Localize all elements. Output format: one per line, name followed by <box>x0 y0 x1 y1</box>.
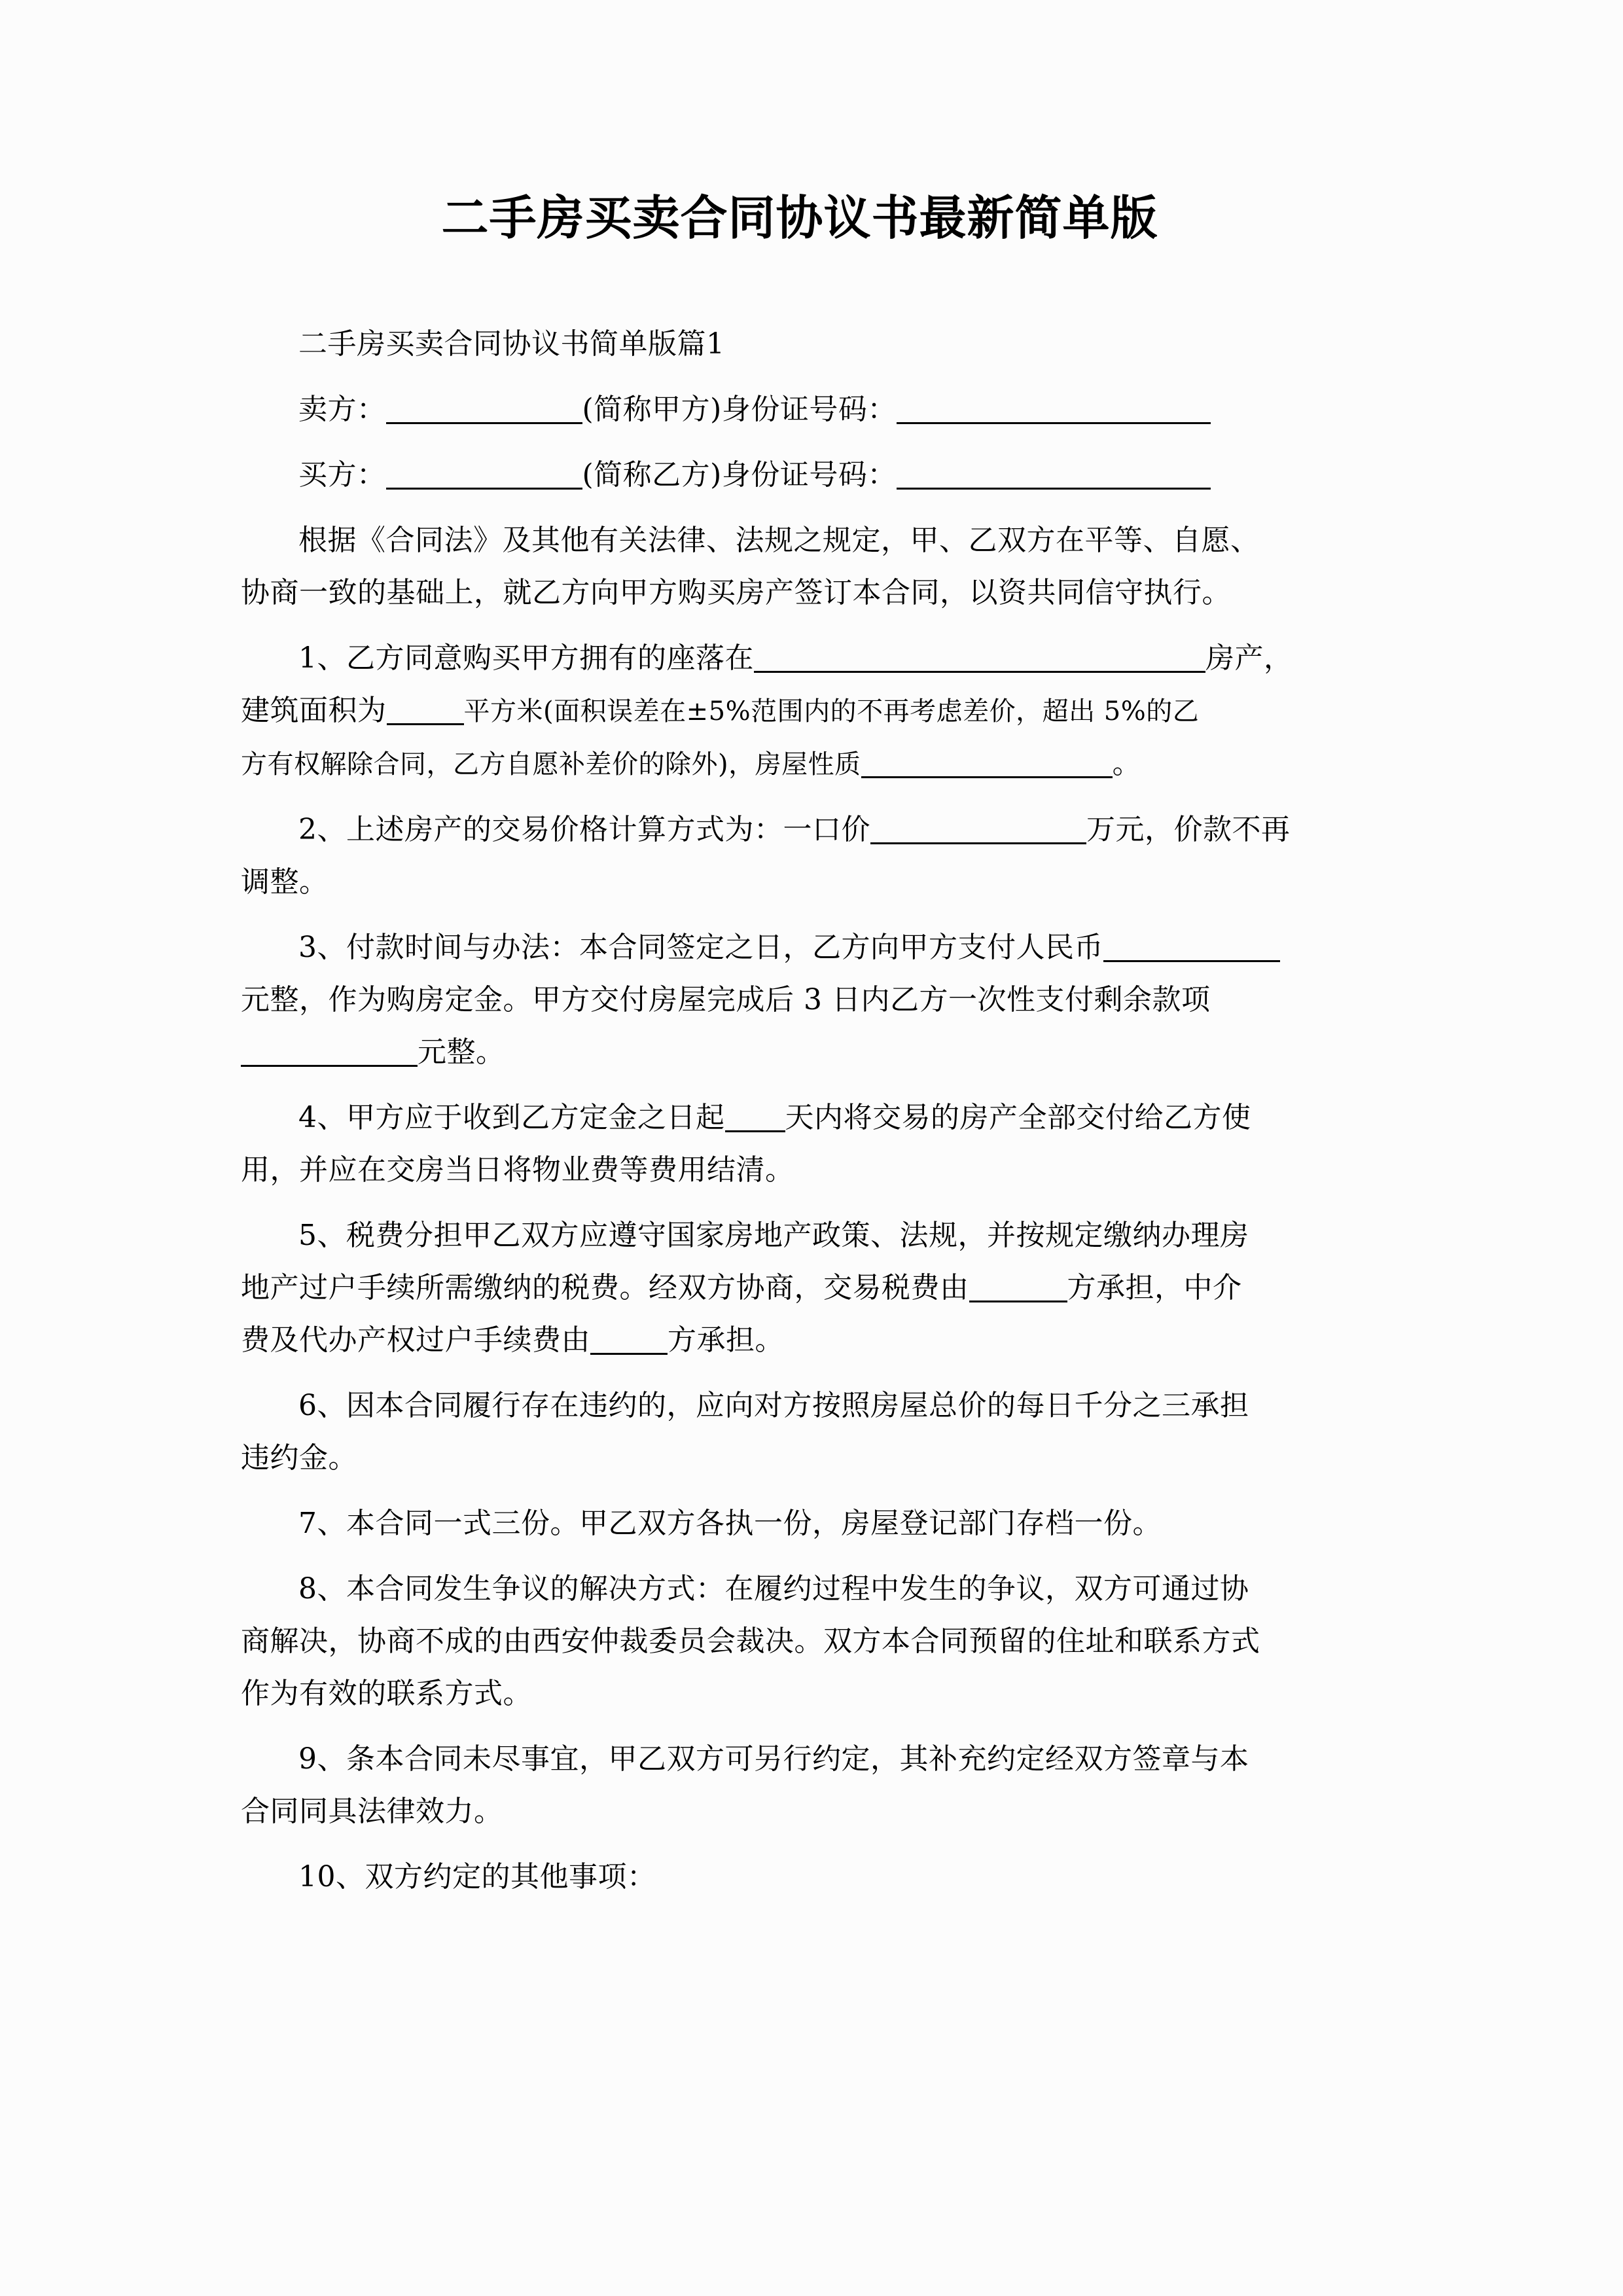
clause-3-text-a: 付款时间与办法：本合同签定之日，乙方向甲方支付人民币 <box>346 931 1103 965</box>
clause-5-number: 5、 <box>298 1219 346 1253</box>
clause-8-text-a: 本合同发生争议的解决方式：在履约过程中发生的争议，双方可通过协 <box>346 1572 1249 1606</box>
clause-5-text-a: 税费分担甲乙双方应遵守国家房地产政策、法规，并按规定缴纳办理房 <box>346 1219 1249 1253</box>
clause-5-text-e: 方承担。 <box>668 1323 784 1357</box>
section-heading: 二手房买卖合同协议书简单版篇1 <box>298 327 725 361</box>
clause-8-line-2: 商解决，协商不成的由西安仲裁委员会裁决。双方本合同预留的住址和联系方式 <box>241 1624 1260 1659</box>
seller-id-label: 身份证号码： <box>721 393 897 427</box>
preamble-line-2: 协商一致的基础上，就乙方向甲方购买房产签订本合同，以资共同信守执行。 <box>241 576 1231 610</box>
clause-1-area-label: 建筑面积为 <box>241 694 387 728</box>
clause-10-text-a: 双方约定的其他事项： <box>365 1860 656 1894</box>
clause-1-area-note: 平方米(面积误差在±5%范围内的不再考虑差价，超出 5%的乙 <box>463 696 1200 727</box>
preamble-line-1: 根据《合同法》及其他有关法律、法规之规定，甲、乙双方在平等、自愿、 <box>298 524 1260 558</box>
buyer-label: 买方： <box>298 458 386 492</box>
clause-7-number: 7、 <box>298 1507 346 1541</box>
clause-4-text-b: 天内将交易的房产全部交付给乙方使 <box>785 1101 1251 1135</box>
clause-1-line-1 <box>241 632 1359 685</box>
seller-id-input[interactable] <box>897 387 1211 424</box>
clause-2-number: 2、 <box>298 813 346 847</box>
clause-3-line-1 <box>241 922 1359 974</box>
clause-1-line-3 <box>241 738 1359 791</box>
clause-1-text-c: 方有权解除合同，乙方自愿补差价的除外)，房屋性质 <box>241 749 861 780</box>
page-title: 二手房买卖合同协议书最新简单版 <box>441 190 1158 245</box>
clause-2-text-b: 万元，价款不再 <box>1086 813 1291 847</box>
clause-4-number: 4、 <box>298 1101 346 1135</box>
clause-9-number: 9、 <box>298 1742 346 1776</box>
clause-6-text-a: 因本合同履行存在违约的，应向对方按照房屋总价的每日千分之三承担 <box>346 1389 1249 1423</box>
delivery-days-input[interactable] <box>725 1095 785 1132</box>
clause-1-text-a: 乙方同意购买甲方拥有的座落在 <box>346 641 754 675</box>
property-nature-input[interactable] <box>861 741 1113 778</box>
clause-5-line-1 <box>241 1210 1359 1262</box>
transaction-tax-bearer-input[interactable] <box>969 1265 1067 1302</box>
clause-8-line-1 <box>241 1563 1359 1615</box>
clause-10-number: 10、 <box>298 1860 365 1894</box>
price-input[interactable] <box>870 807 1086 844</box>
clause-5-text-d: 费及代办产权过户手续费由 <box>241 1323 590 1357</box>
seller-name-input[interactable] <box>386 387 582 424</box>
clause-10-line-1 <box>241 1851 1359 1903</box>
buyer-id-input[interactable] <box>897 452 1211 490</box>
clause-4-line-1 <box>241 1092 1359 1144</box>
clause-2-text-a: 上述房产的交易价格计算方式为：一口价 <box>346 813 870 847</box>
clause-9-line-2: 合同同具法律效力。 <box>241 1795 503 1829</box>
clause-9-text-a: 条本合同未尽事宜，甲乙双方可另行约定，其补充约定经双方签章与本 <box>346 1742 1249 1776</box>
clause-3-number: 3、 <box>298 931 346 965</box>
clause-7-line-1 <box>241 1498 1359 1550</box>
clause-1-number: 1、 <box>298 641 346 675</box>
clause-4-text-a: 甲方应于收到乙方定金之日起 <box>346 1101 725 1135</box>
property-address-input[interactable] <box>754 636 1205 673</box>
buyer-id-label: 身份证号码： <box>721 458 897 492</box>
agency-fee-bearer-input[interactable] <box>590 1318 668 1355</box>
clause-3-line-2: 元整，作为购房定金。甲方交付房屋完成后 3 日内乙方一次性支付剩余款项 <box>241 983 1211 1017</box>
clause-2-line-2: 调整。 <box>241 865 329 899</box>
clause-3-text-c: 元整。 <box>418 1035 505 1069</box>
deposit-amount-input[interactable] <box>1103 925 1280 962</box>
clause-7-text-a: 本合同一式三份。甲乙双方各执一份，房屋登记部门存档一份。 <box>346 1507 1162 1541</box>
clause-4-line-2: 用，并应在交房当日将物业费等费用结清。 <box>241 1153 794 1187</box>
buyer-alias: (简称乙方) <box>582 458 722 492</box>
clause-8-number: 8、 <box>298 1572 346 1606</box>
clause-9-line-1 <box>241 1733 1359 1785</box>
clause-6-line-2: 违约金。 <box>241 1441 357 1475</box>
clause-6-number: 6、 <box>298 1389 346 1423</box>
clause-5-line-2 <box>241 1262 1359 1314</box>
clause-8-line-3: 作为有效的联系方式。 <box>241 1677 532 1711</box>
clause-5-text-c: 方承担，中介 <box>1067 1271 1242 1305</box>
clause-1-text-b: 房产， <box>1205 641 1293 675</box>
seller-alias: (简称甲方) <box>582 393 722 427</box>
document-content <box>241 0 1359 1903</box>
clause-1-period: 。 <box>1112 747 1142 781</box>
clause-3-line-3 <box>241 1026 1359 1079</box>
remaining-amount-input[interactable] <box>241 1030 418 1067</box>
building-area-input[interactable] <box>387 688 464 725</box>
clause-2-line-1 <box>241 804 1359 856</box>
clause-5-text-b: 地产过户手续所需缴纳的税费。经双方协商，交易税费由 <box>241 1271 969 1305</box>
clause-5-line-3 <box>241 1314 1359 1367</box>
clause-6-line-1 <box>241 1380 1359 1432</box>
clause-1-line-2 <box>241 685 1359 738</box>
seller-label: 卖方： <box>298 393 386 427</box>
buyer-name-input[interactable] <box>386 452 582 490</box>
buyer-line <box>241 449 1359 501</box>
seller-line <box>241 384 1359 436</box>
